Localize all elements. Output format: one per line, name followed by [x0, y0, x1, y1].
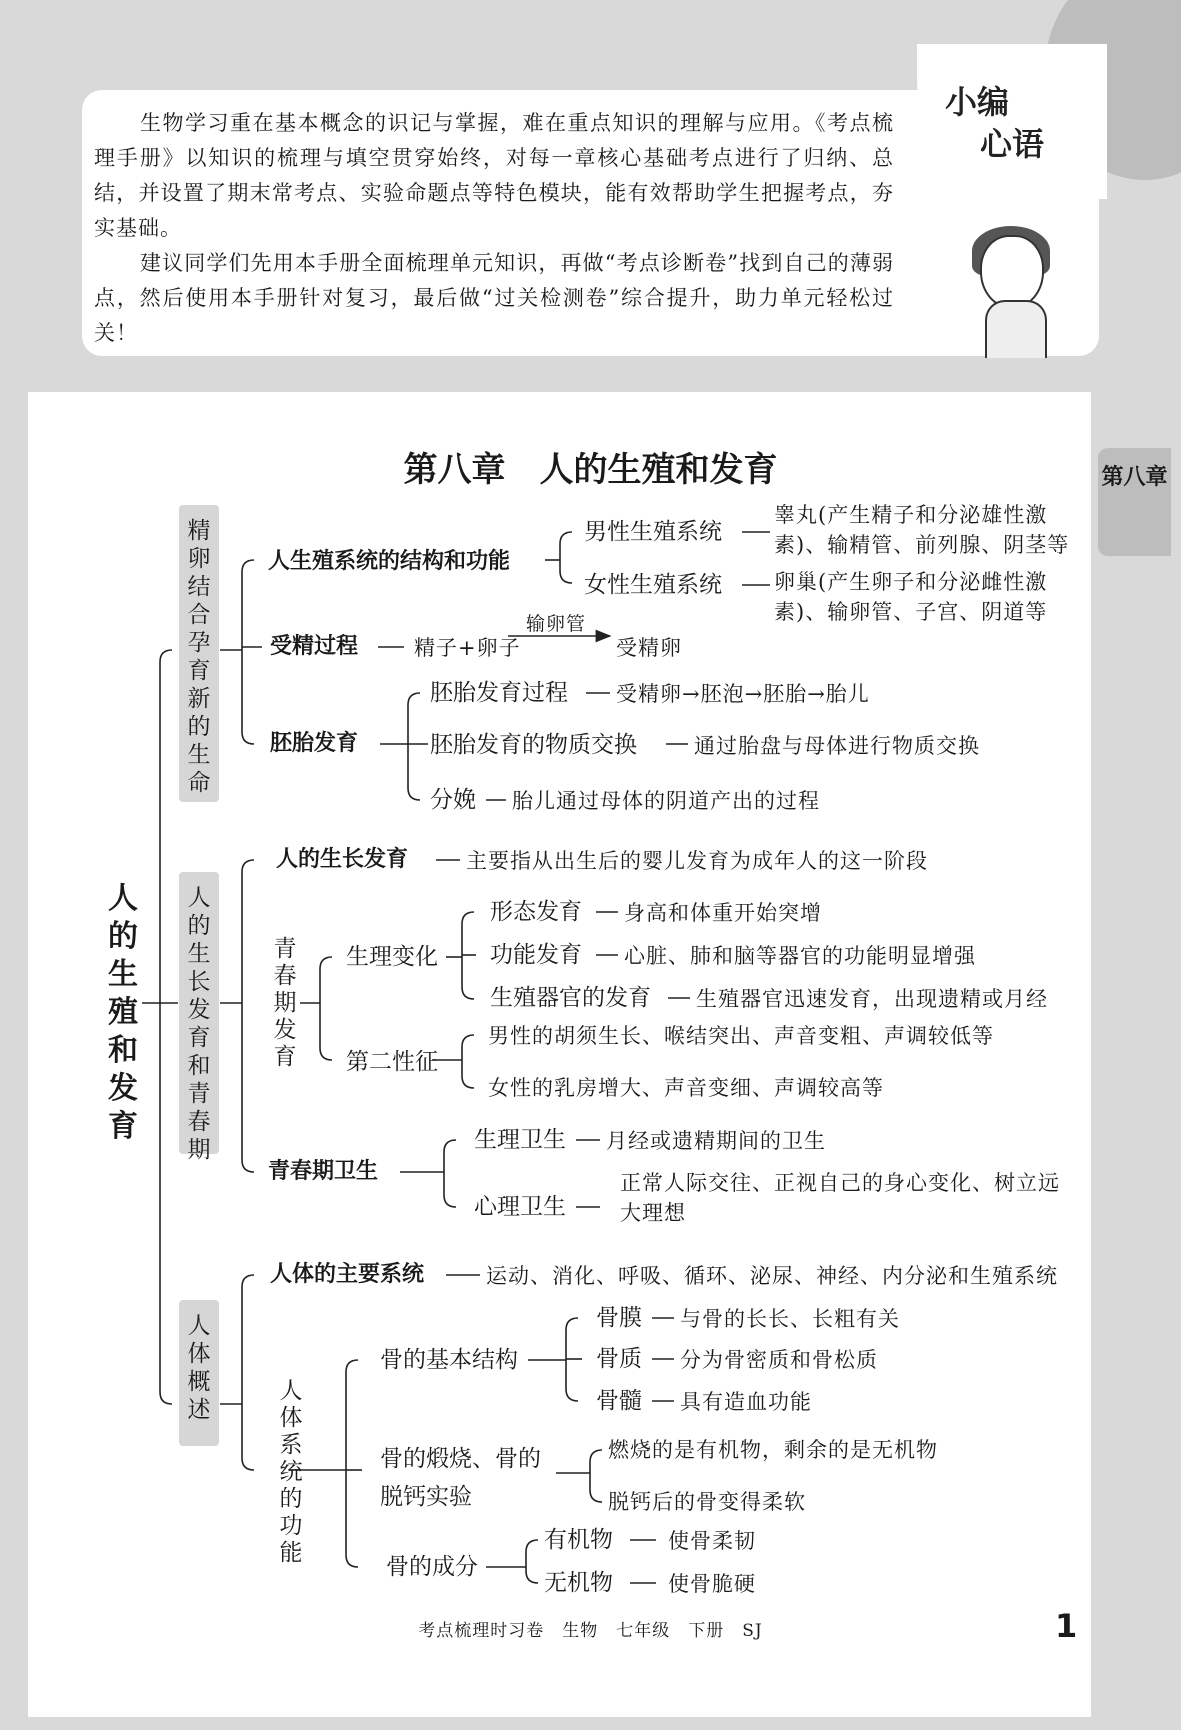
experiment-decal-desc: 脱钙后的骨变得柔软: [608, 1490, 806, 1514]
fertilization-sperm-egg: 精子+卵子: [414, 636, 521, 660]
node-embryo-exchange: 胚胎发育的物质交换: [430, 732, 637, 758]
node-system-function: 人体系统的功能: [279, 1378, 303, 1566]
node-physio-change: 生理变化: [346, 944, 438, 970]
node-bone-composition: 骨的成分: [386, 1554, 478, 1580]
chapter-title: 第八章 人的生殖和发育: [403, 450, 778, 490]
fertilization-result: 受精卵: [616, 636, 682, 660]
node-organ-dev: 生殖器官的发育: [490, 985, 651, 1011]
male-system-desc: 睾丸(产生精子和分泌雄性激素)、输精管、前列腺、阴茎等: [774, 503, 1070, 557]
periosteum-desc: 与骨的长长、长粗有关: [680, 1307, 900, 1331]
birth-desc: 胎儿通过母体的阴道产出的过程: [512, 789, 820, 813]
organ-dev-desc: 生殖器官迅速发育，出现遗精或月经: [696, 987, 1048, 1011]
node-bone-experiment: 骨的煅烧、骨的脱钙实验: [380, 1446, 541, 1510]
branch-1-label: 精卵结合孕育新的生命: [179, 505, 219, 802]
editor-note-title-1: 小编: [945, 83, 1010, 121]
node-mental-hygiene: 心理卫生: [474, 1194, 566, 1220]
func-dev-desc: 心脏、肺和脑等器官的功能明显增强: [624, 944, 976, 968]
node-growth: 人的生长发育: [276, 847, 409, 872]
node-periosteum: 骨膜: [596, 1305, 642, 1331]
branch-3-label: 人体概述: [179, 1300, 219, 1446]
node-bone-structure: 骨的基本结构: [380, 1347, 518, 1373]
editor-note-title-2: 心语: [980, 125, 1045, 163]
node-func-dev: 功能发育: [490, 942, 582, 968]
form-dev-desc: 身高和体重开始突增: [624, 901, 822, 925]
second-sex-male: 男性的胡须生长、喉结突出、声音变粗、声调较低等: [488, 1024, 994, 1048]
chapter-side-tab: 第八章: [1098, 448, 1171, 556]
node-physical-hygiene: 生理卫生: [474, 1127, 566, 1153]
page-number: 1: [1055, 1607, 1078, 1645]
organic-desc: 使骨柔韧: [668, 1529, 756, 1553]
female-system-desc: 卵巢(产生卵子和分泌雌性激素)、输卵管、子宫、阴道等: [774, 570, 1048, 624]
physical-hygiene-desc: 月经或遗精期间的卫生: [606, 1129, 826, 1153]
node-inorganic: 无机物: [544, 1570, 613, 1596]
branch-2-label: 人的生长发育和青春期: [179, 872, 219, 1154]
node-second-sex: 第二性征: [346, 1049, 438, 1075]
node-bone-substance: 骨质: [596, 1346, 642, 1372]
mental-hygiene-desc: 正常人际交往、正视自己的身心变化、树立远大理想: [620, 1171, 1060, 1225]
embryo-exchange-desc: 通过胎盘与母体进行物质交换: [694, 734, 980, 758]
intro-paragraph-2: 建议同学们先用本手册全面梳理单元知识，再做“考点诊断卷”找到自己的薄弱点，然后使用本手册针对复习，最后做“过关检测卷”综合提升，助力单元轻松过关！: [94, 251, 894, 345]
fertilization-arrow-label: 输卵管: [526, 613, 587, 635]
node-structure: 人生殖系统的结构和功能: [268, 549, 511, 574]
node-puberty-hygiene: 青春期卫生: [268, 1159, 379, 1184]
bone-marrow-desc: 具有造血功能: [680, 1390, 812, 1414]
node-bone-marrow: 骨髓: [596, 1388, 642, 1414]
page-footer: 考点梳理时习卷 生物 七年级 下册 SJ: [418, 1621, 763, 1641]
node-form-dev: 形态发育: [490, 899, 582, 925]
intro-paragraph-1: 生物学习重在基本概念的识记与掌握，难在重点知识的理解与应用。《考点梳理手册》以知识的梳理与填空贯穿始终，对每一章核心基础考点进行了归纳、总结，并设置了期末常考点、实验命题点等特色模块，能有效帮助学生把握考点，夯实基础。: [94, 111, 894, 240]
growth-desc: 主要指从出生后的婴儿发育为成年人的这一阶段: [466, 849, 928, 873]
node-birth: 分娩: [430, 787, 476, 813]
node-fertilization: 受精过程: [270, 634, 359, 659]
map-root: 人的生殖和发育: [108, 881, 138, 1144]
node-embryo: 胚胎发育: [270, 731, 359, 756]
experiment-burn-desc: 燃烧的是有机物，剩余的是无机物: [608, 1438, 938, 1462]
bone-substance-desc: 分为骨密质和骨松质: [680, 1348, 878, 1372]
node-male-system: 男性生殖系统: [584, 519, 722, 545]
second-sex-female: 女性的乳房增大、声音变细、声调较高等: [488, 1076, 884, 1100]
main-systems-desc: 运动、消化、呼吸、循环、泌尿、神经、内分泌和生殖系统: [486, 1264, 1058, 1288]
embryo-process-desc: 受精卵→胚泡→胚胎→胎儿: [616, 682, 870, 706]
node-main-systems: 人体的主要系统: [270, 1262, 425, 1287]
node-puberty: 青春期发育: [273, 936, 297, 1070]
inorganic-desc: 使骨脆硬: [668, 1572, 756, 1596]
node-embryo-process: 胚胎发育过程: [430, 680, 568, 706]
node-organic: 有机物: [544, 1527, 613, 1553]
node-female-system: 女性生殖系统: [584, 572, 722, 598]
